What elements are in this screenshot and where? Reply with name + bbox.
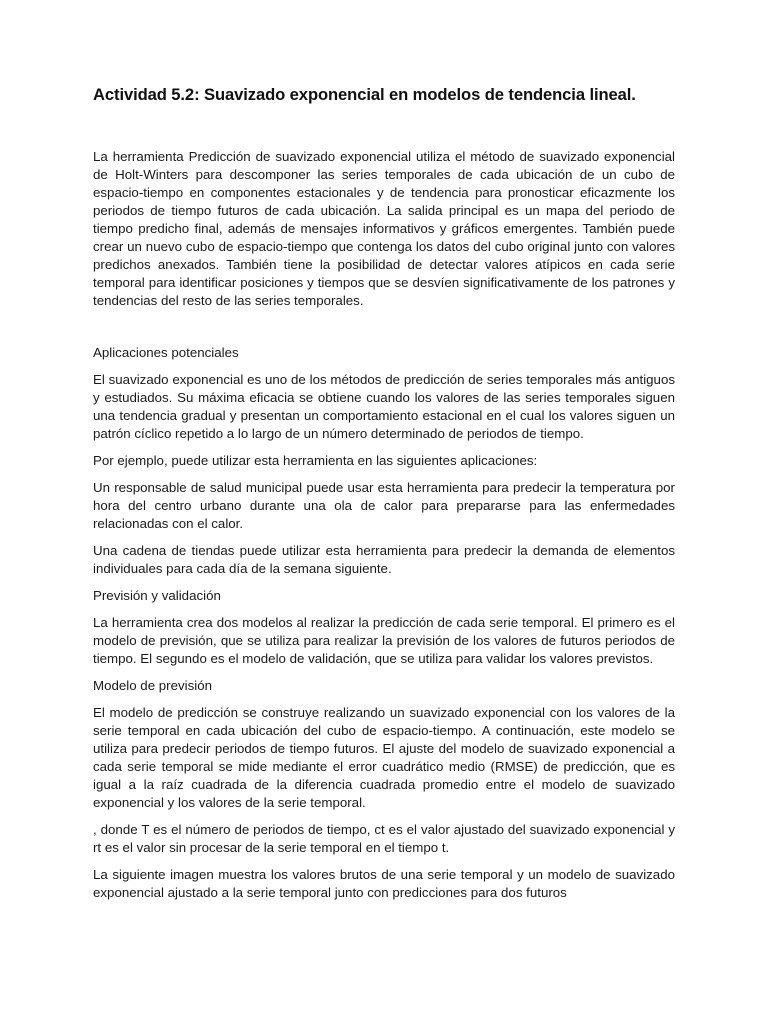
image-paragraph: La siguiente imagen muestra los valores brutos de una serie temporal y un modelo de suavizado exponencial ajustado a la serie temporal junto con predicciones para dos futuros [93, 867, 675, 900]
health-paragraph: Un responsable de salud municipal puede usar esta herramienta para predecir la temperatura por hora del centro urbano durante una ola de calor para prepararse para las enfermedades relacionadas con el calor. [93, 480, 675, 531]
where-paragraph: , donde T es el número de periodos de tiempo, ct es el valor ajustado del suavizado exponencial y rt es el valor sin procesar de la serie temporal en el tiempo t. [93, 822, 675, 855]
section-heading-applications: Aplicaciones potenciales [93, 345, 239, 360]
stores-paragraph: Una cadena de tiendas puede utilizar esta herramienta para predecir la demanda de elementos individuales para cada día de la semana siguiente. [93, 543, 675, 576]
example-paragraph: Por ejemplo, puede utilizar esta herramienta en las siguientes aplicaciones: [93, 453, 538, 468]
model-paragraph: El modelo de predicción se construye realizando un suavizado exponencial con los valores de la serie temporal en cada ubicación del cubo de espacio-tiempo. A continuación, este modelo se utiliza para predecir periodos de tiempo futuros. El ajuste del modelo de suavizado exponencial a cada serie temporal se mide mediante el error cuadrático medio (RMSE) de predicción, que es igual a la raíz cuadrada de la diferencia cuadrada promedio entre el modelo de suavizado exponencial y los valores de la serie temporal. [93, 705, 675, 810]
document-title: Actividad 5.2: Suavizado exponencial en modelos de tendencia lineal. [93, 85, 636, 104]
section-heading-model: Modelo de previsión [93, 678, 213, 693]
applications-paragraph: El suavizado exponencial es uno de los métodos de predicción de series temporales más antiguos y estudiados. Su máxima eficacia se obtiene cuando los valores de las series temporales siguen una tendencia gradual y presentan un comportamiento estacional en el cual los valores siguen un patrón cíclico repetido a lo largo de un número determinado de periodos de tiempo. [93, 372, 675, 441]
intro-paragraph: La herramienta Predicción de suavizado exponencial utiliza el método de suavizado exponencial de Holt-Winters para descomponer las series temporales de cada ubicación de un cubo de espacio-tiempo en componentes estacionales y de tendencia para pronosticar eficazmente los periodos de tiempo futuros de cada ubicación. La salida principal es un mapa del periodo de tiempo predicho final, además de mensajes informativos y gráficos emergentes. También puede crear un nuevo cubo de espacio-tiempo que contenga los datos del cubo original junto con valores predichos anexados. También tiene la posibilidad de detectar valores atípicos en cada serie temporal para identificar posiciones y tiempos que se desvíen significativamente de los patrones y tendencias del resto de las series temporales. [93, 149, 675, 308]
validation-paragraph: La herramienta crea dos modelos al realizar la predicción de cada serie temporal. El primero es el modelo de previsión, que se utiliza para realizar la previsión de los valores de futuros periodos de tiempo. El segundo es el modelo de validación, que se utiliza para validar los valores previstos. [93, 615, 675, 666]
section-heading-validation: Previsión y validación [93, 588, 221, 603]
document-page [93, 84, 675, 902]
